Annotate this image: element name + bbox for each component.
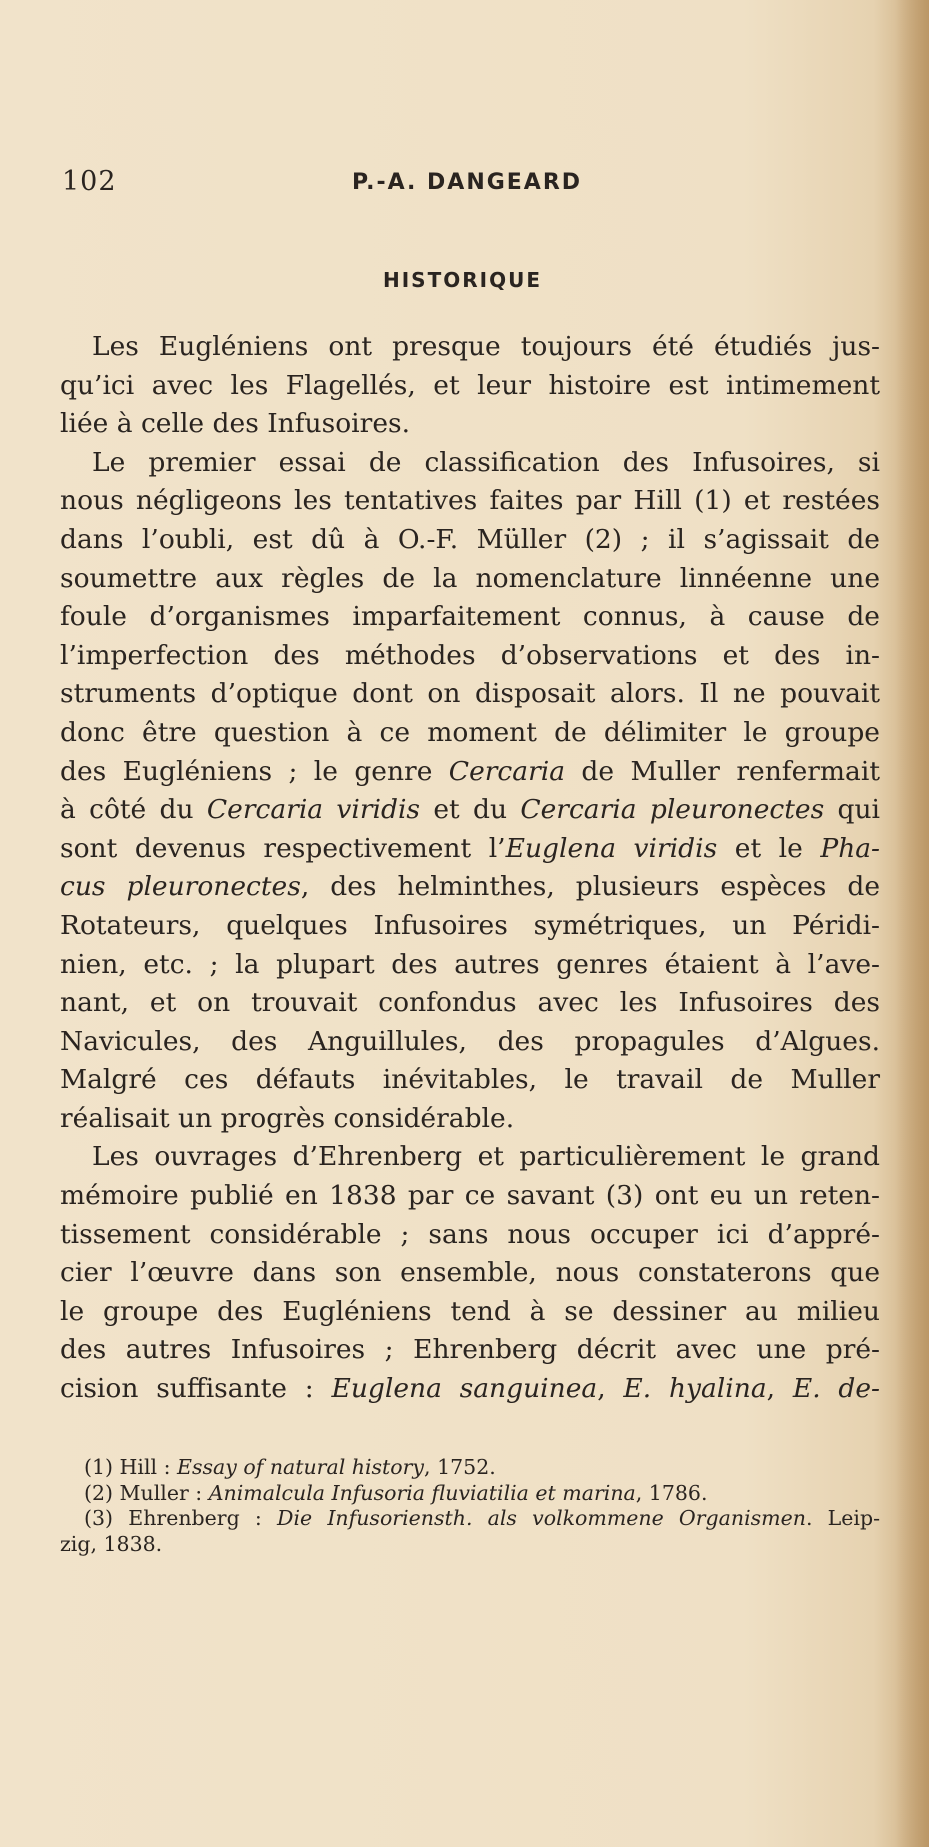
text-line: qu’ici avec les Flagellés, et leur histoire est intimement: [60, 369, 880, 401]
species-name: Euglena sanguinea: [331, 1373, 598, 1405]
text-line: nant, et on trouvait confondus avec les Infusoires des: [60, 987, 880, 1019]
footnote-continuation: zig, 1838.: [60, 1531, 163, 1556]
text-line: nien, etc. ; la plupart des autres genres étaient à l’ave-: [60, 948, 880, 980]
text-line: Navicules, des Anguillules, des propagules d’Algues.: [60, 1025, 880, 1057]
footnote-title: Die Infusoriensth. als volkommene Organismen: [277, 1506, 806, 1530]
text-line: donc être question à ce moment de délimiter le groupe: [60, 716, 880, 748]
text-line: Le premier essai de classification des Infusoires, si: [92, 446, 880, 478]
text-line: Rotateurs, quelques Infusoires symétriques, un Péridi-: [60, 909, 880, 941]
text-line: soumettre aux règles de la nomenclature linnéenne une: [60, 562, 880, 594]
text-line: liée à celle des Infusoires.: [60, 408, 411, 440]
genus-name: Cercaria: [448, 755, 566, 787]
running-head: P.-A. DANGEARD: [352, 170, 583, 195]
text-line: cision suffisante : Euglena sanguinea, E. hyalina, E. de-: [60, 1373, 880, 1405]
species-name: E. de-: [792, 1373, 880, 1405]
text-line: des autres Infusoires ; Ehrenberg décrit avec une pré-: [60, 1334, 880, 1366]
text-line: sont devenus respectivement l’Euglena viridis et le Pha-: [60, 832, 881, 864]
text-line: foule d’organismes imparfaitement connus, à cause de: [60, 601, 880, 633]
footnote: (2) Muller : Animalcula Infusoria fluviatilia et marina, 1786.: [84, 1480, 708, 1505]
species-name: Cercaria pleuronectes: [520, 794, 825, 826]
text-line: mémoire publié en 1838 par ce savant (3) ont eu un reten-: [60, 1180, 880, 1212]
species-name: E. hyalina: [623, 1373, 767, 1405]
text-line: des Eugléniens ; le genre Cercaria de Muller renfermait: [60, 755, 880, 787]
footnote: (3) Ehrenberg : Die Infusoriensth. als volkommene Organismen. Leip-: [84, 1506, 880, 1530]
text-line: à côté du Cercaria viridis et du Cercaria pleuronectes qui: [60, 794, 881, 826]
text-line: l’imperfection des méthodes d’observations et des in-: [60, 639, 880, 671]
section-title: HISTORIQUE: [383, 268, 542, 292]
text-line: cus pleuronectes, des helminthes, plusieurs espèces de: [60, 871, 881, 903]
text-line: dans l’oubli, est dû à O.-F. Müller (2) ; il s’agissait de: [60, 523, 880, 555]
text-line: Malgré ces défauts inévitables, le travail de Muller: [60, 1064, 880, 1096]
text-line: struments d’optique dont on disposait alors. Il ne pouvait: [60, 678, 880, 710]
footnote-title: Essay of natural history: [177, 1455, 425, 1479]
species-name: Euglena viridis: [505, 832, 718, 864]
text-line: le groupe des Eugléniens tend à se dessiner au milieu: [60, 1295, 880, 1327]
text-line: nous négligeons les tentatives faites par Hill (1) et restées: [60, 485, 880, 517]
footnote-title: Animalcula Infusoria fluviatilia et marina: [208, 1480, 636, 1505]
species-name: Cercaria viridis: [206, 794, 421, 826]
text-line: tissement considérable ; sans nous occuper ici d’appré-: [60, 1218, 880, 1250]
body-text: [60, 328, 880, 1409]
text-line: cier l’œuvre dans son ensemble, nous constaterons que: [60, 1257, 880, 1289]
text-line: Les Eugléniens ont presque toujours été étudiés jus-: [92, 331, 880, 362]
species-name: cus pleuronectes: [60, 871, 301, 903]
footnotes: [60, 1455, 880, 1557]
footnote: (1) Hill : Essay of natural history, 1752.: [84, 1455, 496, 1479]
text-line: Les ouvrages d’Ehrenberg et particulièrement le grand: [92, 1141, 880, 1173]
text-line: réalisait un progrès considérable.: [60, 1102, 515, 1134]
species-name: Pha-: [820, 832, 881, 864]
page-edge-shadow: [895, 0, 929, 1847]
page-number: 102: [62, 166, 117, 197]
